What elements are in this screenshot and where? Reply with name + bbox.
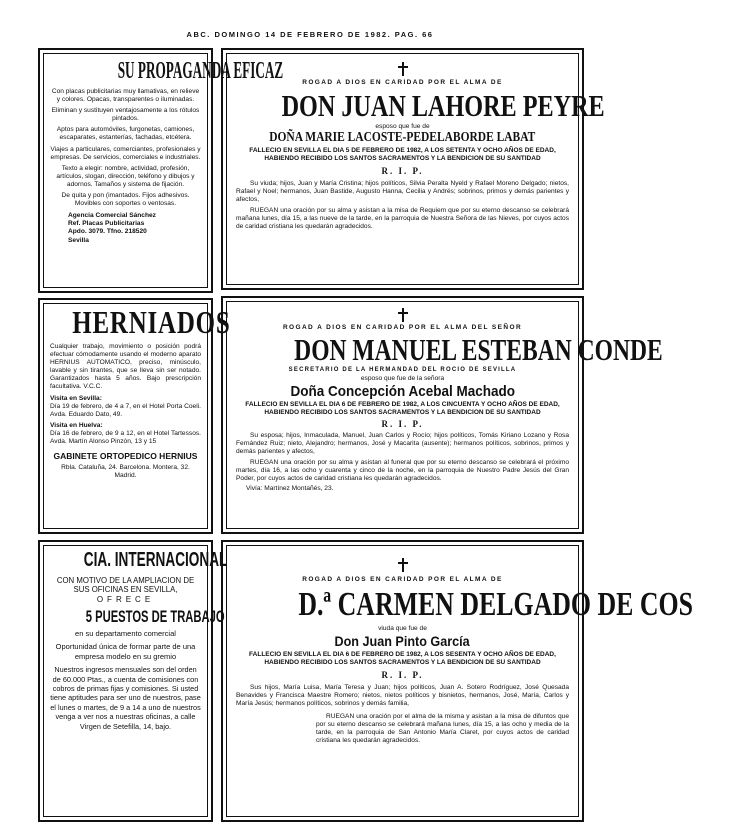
cross-icon [398,308,408,322]
ad-cia-title: CIA. INTERNACIONAL [83,549,228,571]
obituary-spouse: DOÑA MARIE LACOSTE-PEDELABORDE LABAT [269,130,536,146]
ad-herniados-text: Día 19 de febrero, de 4 a 7, en el Hotel Porta Coeli. Avda. Eduardo Dato, 49. [50,402,201,418]
obituary-name: DON MANUEL ESTEBAN CONDE [294,332,663,367]
ad-cia-text: Nuestros ingresos mensuales son del orden de 60.000 Ptas., a cuenta de comisiones con cobros de primas fijas y comisiones. Si usted tiene aptitudes para ser uno de nuestros, pase el lunes o martes, de 9 a 14 a uno de nuestros venga a ver nos a nuestras oficinas, a calle Virgen de Setefilla, 14, bajo. [50,665,201,731]
ad-propaganda-text: De quita y pon (imantados. Fijos adhesivos. Movibles con soportes o ventosas. [61,192,190,208]
obituary-address: Vivía: Martínez Montañés, 23. [246,484,334,492]
page-header: ABC. DOMINGO 14 DE FEBRERO DE 1982. PAG. 66 [186,30,434,39]
ad-propaganda-text: Texto a elegir: nombre, actividad, profesión, artículos, slogan, dirección, teléfono y dibujos y adornos. Tamaños y sistema de fijación. [56,164,195,188]
obituary-rip: R. I. P. [381,166,424,177]
obituary-family: Su esposa; hijos, Inmaculada, Manuel, Juan Carlos y Rocío; hijos políticos, Tomás Kiriano Lozano y Rosa Fernández Ruiz; nieto, Alejandro; hermanos, José y Macarita (ausente); hermanos políticos, sobrinos, primos y demás parientes y afectos, [236,432,569,456]
obituary-lahore [221,48,605,290]
obituary-intro: ROGAD A DIOS EN CARIDAD POR EL ALMA DE [302,79,503,86]
obituary-family: Su viuda; hijos, Juan y María Cristina; hijos políticos, Silvia Peralta Nyeld y Rafael Moreno Delgado; nietos, Rafael y Noel; hermanos, Juan Bastide, Augusto Hanna, Cecilia y Andrés; sobrinos, primos y demás parientes y afectos, [236,180,569,204]
obituary-role: SECRETARIO DE LA HERMANDAD DEL ROCIO DE SEVILLA [288,367,517,373]
obituary-esteban [221,296,663,534]
ad-propaganda-text: Eliminan y sustituyen ventajosamente a los rótulos pintados. [51,107,200,123]
ad-propaganda-text: Viajes a particulares, comerciantes, profesionales y empresas. De servicios, comerciales e industriales. [50,145,201,161]
obituary-death-notice: FALLECIO EN SEVILLA EL DIA 6 DE FEBRERO DE 1982, A LOS SESENTA Y OCHO AÑOS DE EDAD, HABIENDO RECIBIDO LOS SANTOS SACRAMENTOS Y LA BENDICION DE SU SANTIDAD [249,651,556,666]
ad-cia-internacional [38,540,228,822]
obituary-intro: ROGAD A DIOS EN CARIDAD POR EL ALMA DE [302,576,503,583]
ad-herniados [38,298,231,534]
ad-herniados-address: Rbla. Cataluña, 24. Barcelona. Montera, 32. Madrid. [61,464,190,480]
obituary-spouse-label: esposo que fue de la señora [360,375,445,382]
obituary-rip: R. I. P. [381,419,424,430]
ad-herniados-company: GABINETE ORTOPEDICO HERNIUS [53,451,198,462]
obituary-death-notice: FALLECIO EN SEVILLA EL DIA 6 DE FEBRERO DE 1982, A LOS CINCUENTA Y OCHO AÑOS DE EDAD, HABIENDO RECIBIDO LOS SANTOS SACRAMENTOS Y LA BENDICION DE SU SANTIDAD [245,401,560,416]
obituary-spouse: Don Juan Pinto García [334,633,471,650]
ad-propaganda-text: Aptos para automóviles, furgonetas, camiones, escaparates, estanterías, fachadas, etcétera. [56,126,195,142]
obituary-intro: ROGAD A DIOS EN CARIDAD POR EL ALMA DEL SEÑOR [282,324,523,331]
obituary-name: D.ª CARMEN DELGADO DE COS [298,586,693,623]
obituary-name: DON JUAN LAHORE PEYRE [281,88,605,123]
ad-herniados-heading: Visita en Sevilla: [50,394,102,402]
ad-propaganda [38,48,284,293]
ad-herniados-text: Cualquier trabajo, movimiento o posición podrá efectuar cómodamente usando el moderno aparato HERNIUS AUTOMATICO, preciso, minúsculo, lavable y sin tirantes, que se lleva sin ser notado. Garantizados hasta 5 años. Bajo prescripción facultativa. V.C.C. [50,343,201,391]
ad-propaganda-contact: Apdo. 3079. Tfno. 218520 [68,228,147,236]
obituary-spouse: Doña Concepción Acebal Machado [290,383,515,401]
ad-cia-offer: OFRECE [96,595,155,605]
ad-propaganda-contact: Ref. Placas Publicitarias [68,220,145,228]
cross-icon [398,62,408,76]
obituary-family: Sus hijos, María Luisa, María Teresa y Juan; hijos políticos, Juan A. Sotero Rodríguez, José Quesada Benavides y Francisca Maestre Romero; nietos, nietos políticos y bisnietos, hermanos, José, María, Carlos y María Jesús; hermanos políticos, sobrinos y demás familia, [236,684,569,708]
obituary-request: RUEGAN una oración por su alma y asistan a la misa de Requiem que por su eterno descanso se celebrará mañana lunes, día 15, a las nueve de la tarde, en la parroquia de Nuestra Señora de las Nieves, por cuyos actos de caridad cristiana les quedarán agradecidos. [236,206,569,230]
ad-cia-text: en su departamento comercial [75,629,176,639]
ad-herniados-heading: Visita en Huelva: [50,421,103,429]
ad-propaganda-contact: Agencia Comercial Sánchez [68,212,156,220]
ad-herniados-title: HERNIADOS [72,304,231,340]
ad-propaganda-contact: Sevilla [68,236,89,244]
ad-cia-text: CON MOTIVO DE LA AMPLIACION DE SUS OFICINAS EN SEVILLA, [56,576,195,595]
obituary-request: RUEGAN una oración por el alma de la misma y asistan a la misa de difuntos que por su eterno descanso se celebrará mañana lunes, día 15, a las ocho y media de la tarde, en la parroquia de San Antonio María Claret, por cuyos actos de caridad cristiana les quedarán agradecidos. [316,712,569,744]
obituary-rip: R. I. P. [381,670,424,681]
ad-herniados-text: Día 16 de febrero, de 9 a 12, en el Hotel Tartessos. Avda. Martín Alonso Pinzón, 13 y 15 [50,429,201,446]
ad-cia-text: Oportunidad única de formar parte de una empresa modelo en su gremio [55,642,196,661]
obituary-request: RUEGAN una oración por su alma y asistan al funeral que por su eterno descanso se celebrará el próximo martes, día 16, a las ocho y cuarenta y cinco de la noche, en la parroquia de Nuestro Padre Jesús del Gran Poder, por cuyos actos de caridad cristiana les quedarán agradecidos. [236,458,569,482]
ad-cia-jobs: 5 PUESTOS DE TRABAJO [85,607,225,627]
ad-propaganda-text: Con placas publicitarias muy llamativas, en relieve y colores. Opacas, transparentes o iluminadas. [51,88,200,104]
ad-propaganda-title: SU PROPAGANDA EFICAZ [117,58,284,84]
obituary-spouse-label: esposo que fue de [375,123,430,130]
obituary-delgado [221,540,693,822]
cross-icon [398,558,408,572]
obituary-spouse-label: viuda que fue de [378,625,427,632]
obituary-death-notice: FALLECIO EN SEVILLA EL DIA 5 DE FEBRERO DE 1982, A LOS SETENTA Y OCHO AÑOS DE EDAD, HABIENDO RECIBIDO LOS SANTOS SACRAMENTOS Y LA BENDICION DE SU SANTIDAD [249,147,556,162]
